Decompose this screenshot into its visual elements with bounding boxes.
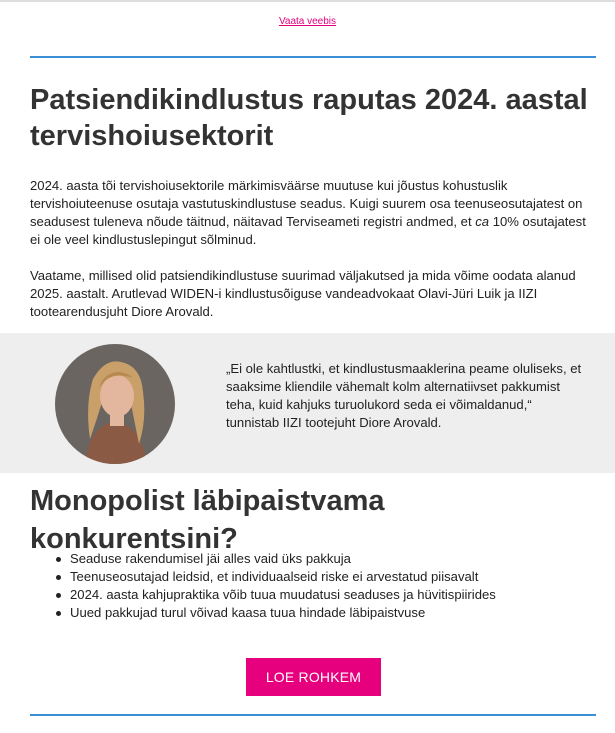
intro-text-start: 2024. aasta tõi tervishoiusektorile märkimisväärse muutuse kui jõustus kohustuslik tervishoiuteenuse osutaja vastutuskindlustuse seadus. Kuigi suurem osa teenuseosutajatest on seadusest tuleneva nõude täitnud, näitavad Terviseameti registri andmed, et xyxy=(30,178,583,229)
list-item xyxy=(70,586,590,604)
top-divider xyxy=(30,56,596,58)
bullet-icon xyxy=(56,593,61,598)
intro-paragraph xyxy=(30,177,590,249)
list-item xyxy=(70,550,590,568)
second-paragraph: Vaatame, millised olid patsiendikindlustuse suurimad väljakutsed ja mida võime oodata alanud 2025. aastalt. Arutlevad WIDEN-i kindlustusõiguse vandeadvokaat Olavi-Jüri Luik ja IIZI tootearendusjuht Diore Arovald. xyxy=(30,268,576,319)
avatar-portrait xyxy=(55,344,175,464)
top-border xyxy=(0,0,615,2)
read-more-button[interactable]: LOE ROHKEM xyxy=(246,658,381,696)
intro-text-em: ca xyxy=(475,214,490,229)
bottom-divider xyxy=(30,714,596,716)
list-item xyxy=(70,568,590,586)
bullet-icon xyxy=(56,557,61,562)
list-item-text: Seaduse rakendumisel jäi alles vaid üks pakkuja xyxy=(70,551,351,566)
view-online-link[interactable]: Vaata veebis xyxy=(278,16,337,27)
quote-text: „Ei ole kahtlustki, et kindlustusmaaklerina peame oluliseks, et saaksime kliendile vähemalt kolm alternatiivset pakkumist teha, kuid kahjuks turuolukord seda ei võimaldanud,“ tunnistab IIZI tootejuht Diore Arovald. xyxy=(226,361,582,430)
list-item-text: Uued pakkujad turul võivad kaasa tuua hindade läbipaistvuse xyxy=(70,605,426,620)
avatar xyxy=(55,344,175,464)
quote-band xyxy=(0,333,615,473)
bullet-icon xyxy=(56,611,61,616)
bullet-icon xyxy=(56,575,61,580)
bullet-list xyxy=(70,550,590,622)
section-title: Monopolist läbipaistvama konkurentsini? xyxy=(30,485,385,555)
list-item xyxy=(70,604,590,622)
article-title: Patsiendikindlustus raputas 2024. aastal tervishoiusektorit xyxy=(30,84,588,152)
intro-text-end: 10% osutajatest ei ole veel kindlustuslepingut sõlminud. xyxy=(30,214,586,247)
list-item-text: 2024. aasta kahjupraktika võib tuua muudatusi seaduses ja hüvitispiirides xyxy=(70,587,496,602)
list-item-text: Teenuseosutajad leidsid, et individuaalseid riske ei arvestatud piisavalt xyxy=(70,569,479,584)
